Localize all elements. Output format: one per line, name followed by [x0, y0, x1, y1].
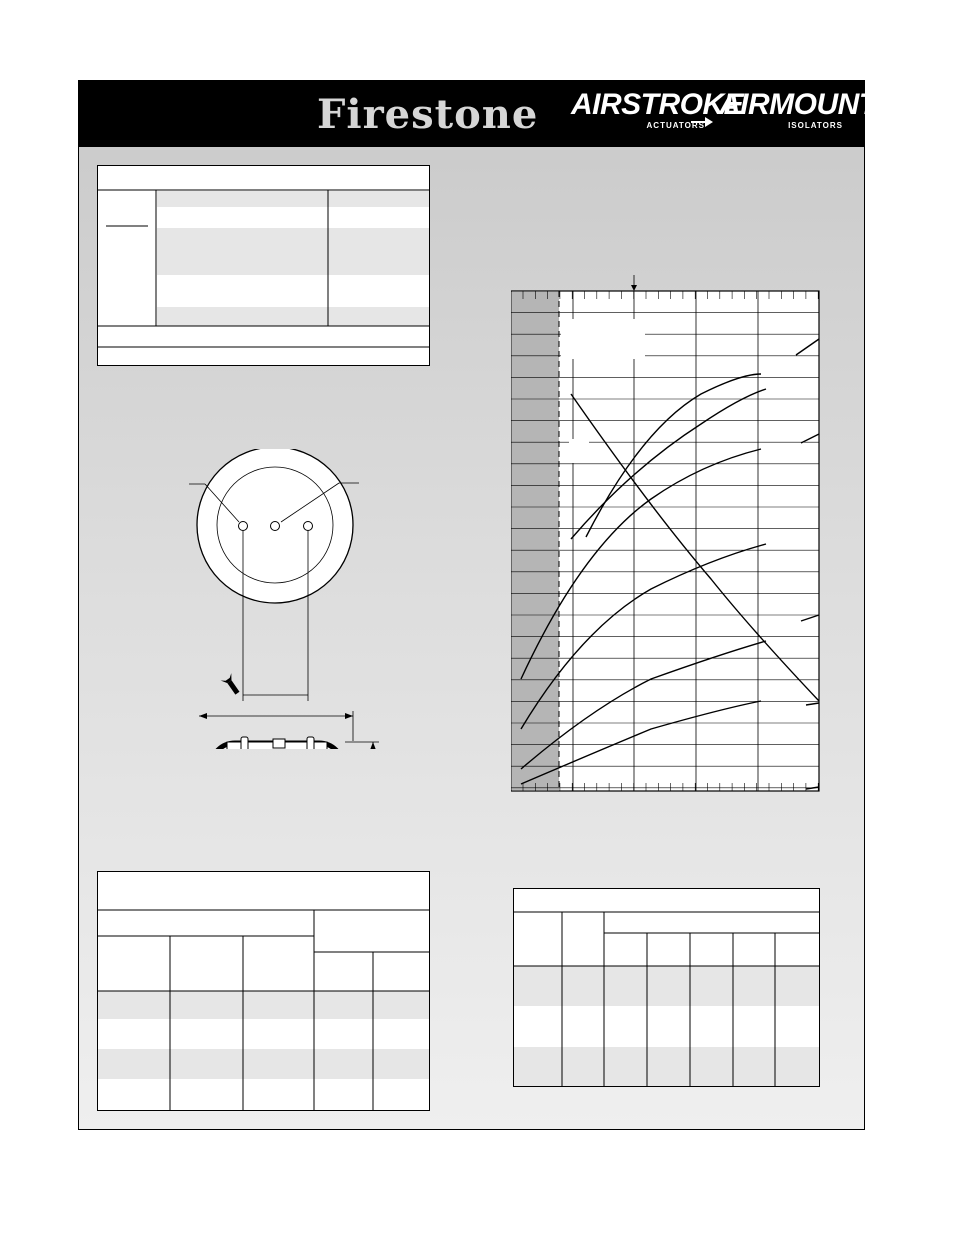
airmount-logo [719, 88, 877, 137]
label-box [561, 319, 645, 359]
label-box [569, 439, 589, 463]
airstroke-sub: ACTUATORS [646, 121, 705, 130]
header-bar [79, 81, 877, 147]
airstroke-logo [571, 88, 744, 137]
airmount-sub: ISOLATORS [788, 121, 843, 130]
part-drawing [189, 449, 469, 749]
bottom-left-table-grid [98, 872, 429, 1110]
spec-table-grid [98, 166, 429, 365]
airstroke-name: AIRSTROKE [571, 88, 744, 121]
brand-logo: Firestone [317, 91, 539, 138]
page-frame [78, 80, 877, 1130]
spec-table [97, 165, 430, 366]
chart-grid [511, 275, 819, 791]
wrench-icon [221, 673, 243, 697]
bottom-left-table [97, 871, 430, 1111]
shaded-band [512, 292, 559, 790]
bottom-right-table-grid [514, 889, 819, 1086]
airmount-name: AIRMOUNT [719, 88, 877, 121]
arrow-right-icon [691, 117, 713, 127]
load-deflection-chart [511, 209, 821, 794]
arrow-head [631, 285, 637, 291]
bottom-right-table [513, 888, 820, 1087]
